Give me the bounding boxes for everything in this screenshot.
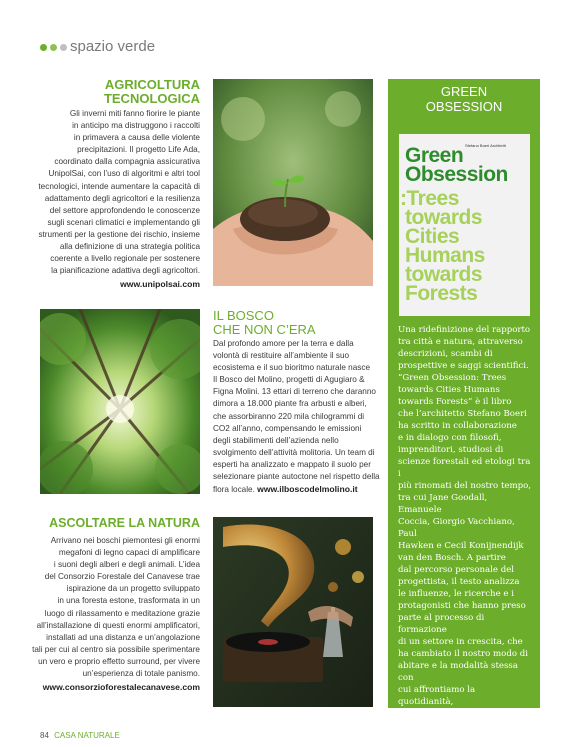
article1-line: Gli inverni miti fanno fiorire le piante (69, 109, 200, 118)
sidebar-line: towards Forests” è il libro (398, 397, 512, 407)
article3-line: i suoni degli alberi e degli animali. L’idea (53, 560, 200, 570)
hands-soil-illustration (213, 79, 373, 286)
article2-title-line1: IL BOSCO (213, 308, 274, 323)
article2-link[interactable]: www.ilboscodelmolino.it (257, 484, 358, 495)
sidebar-title-line2: OBSESSION (425, 99, 503, 114)
article2-line: degli stabilimenti dell’azienda nello (213, 435, 339, 445)
book-cover-author: Stefano Boeri Architetti (465, 143, 506, 148)
sidebar-line: van den Bosch. A partire (398, 553, 506, 563)
article3-line: in una foresta estone, trasformata in un (57, 596, 200, 606)
article1-line: UnipolSai, con l’uso di algoritmi e altri tool (48, 169, 200, 179)
book-title-line: Forests (405, 282, 478, 305)
article2-line: Figna Molini. 13 ettari di terreno che daranno (213, 387, 376, 397)
sidebar-title-line1: GREEN (440, 84, 488, 99)
article1-line: precipitazioni. Il progetto Life Ada, (77, 145, 200, 155)
section-dots (40, 44, 67, 51)
sidebar-line: descrizioni, scambi di (398, 349, 493, 359)
article1-line: tecnologici, intende aumentare la capacità di (38, 181, 200, 191)
sidebar-line: di un settore in crescita, che (398, 637, 523, 647)
sidebar-title (388, 84, 540, 114)
sidebar-line: prospettive e saggi scientifici. (398, 361, 529, 371)
article1-link[interactable]: www.unipolsai.com (120, 279, 200, 290)
article2-title-line2: CHE NON C’ERA (213, 321, 316, 337)
sidebar-line: towards Cities Humans (398, 385, 500, 395)
forest-canopy-photo (40, 309, 200, 494)
section-title: spazio verde (70, 38, 156, 55)
sidebar-line: Coccia, Giorgio Vacchiano, Paul (398, 517, 515, 539)
sidebar-line: “Green Obsession: Trees (398, 373, 507, 383)
book-title-line: Humans (405, 244, 485, 267)
book-title-line: Green (405, 144, 464, 167)
article2-line: Il Bosco del Molino, progetti di Agugiaro & (213, 375, 365, 385)
sidebar-line: tra cui Jane Goodall, Emanuele (398, 493, 488, 515)
article2-body (213, 338, 388, 496)
book-title-line: Obsession (405, 163, 508, 186)
dot-2 (50, 44, 57, 51)
sidebar-link[interactable]: www.stefanoboeriarchitetti.net (398, 736, 548, 746)
sidebar-line: Una ridefinizione del rapporto (398, 325, 531, 335)
sidebar-line: imprenditori, studiosi di (398, 445, 504, 455)
book-title-line: towards (405, 263, 483, 286)
sidebar-line: che l’architetto Stefano Boeri (398, 409, 527, 419)
dot-1 (40, 44, 47, 51)
sidebar-line: dal percorso personale del (398, 565, 515, 575)
sidebar-line: nella tutela del mondo e della (398, 709, 528, 719)
sidebar-line: progettista, il testo analizza (398, 577, 520, 587)
article1-line: alla definizione di una strategia politica (59, 242, 200, 252)
sidebar-line: Hawken e Cecil Konijnendijk (398, 541, 524, 551)
article2-line: selezionare piante autoctone nel rispetto della (213, 472, 380, 482)
article3-line: luogo di rilassamento e meditazione grazie (44, 608, 200, 618)
sidebar-line: sua biodiversità. (398, 721, 470, 731)
book-title-line: :Trees (400, 187, 459, 210)
article2-line: ecosistema e il suo bioritmo naturale nasce (213, 363, 371, 373)
sidebar-line: tra città e natura, attraverso (398, 337, 523, 347)
article3-line: megafoni di legno capaci di amplificare (58, 548, 200, 558)
article1-line: strumenti per la gestione dei rischio, insieme (38, 229, 200, 239)
article3-body (10, 535, 200, 693)
article1-line: in anticipo ma distruggono i raccolti (72, 121, 200, 131)
article1-line: in primavera a causa delle violente (73, 133, 200, 143)
gramophone-photo (213, 517, 373, 707)
article2-last-line-text: flora locale. (213, 485, 255, 495)
article3-line: del Consorzio Forestale del Canavese trae (44, 572, 200, 582)
article1-line: coordinato dalla compagnia assicurativa (54, 157, 200, 167)
article3-title: ASCOLTARE LA NATURA (49, 516, 200, 530)
article1-line: la pianificazione adattiva degli agricoltori. (51, 266, 200, 276)
book-title-line: towards (405, 206, 483, 229)
sidebar-line: e in dialogo con filosofi, (398, 433, 502, 443)
sidebar-line: parte al processo di formazione (398, 613, 485, 635)
page-number: 84 (40, 731, 49, 740)
article1-line: del settore approfondendo le conoscenze (49, 205, 200, 215)
sidebar-line: scienze forestali ed etologi tra i (398, 457, 531, 479)
article1-line: coerente a livello regionale per sostenere (50, 254, 200, 264)
article2-line: dimora a 18.000 piante fra arbusti e alberi, (213, 399, 367, 409)
article1-title-line1: AGRICOLTURA (104, 77, 200, 92)
article2-last-line (213, 483, 388, 496)
article2-line: CO2 all’anno, compensando le emissioni (213, 423, 362, 433)
sidebar-body (398, 324, 548, 747)
forest-canopy-illustration (40, 309, 200, 494)
article3-line: tali per cui al centro sia possibile sperimentare (32, 644, 200, 654)
sidebar-line: le influenze, le ricerche e i (398, 589, 514, 599)
article1-line: sugli scenari climatici e implementando gli (47, 217, 200, 227)
gramophone-illustration (213, 517, 373, 707)
article2-title (213, 309, 373, 336)
hands-soil-photo (213, 79, 373, 286)
article3-line: un vero e proprio effetto surround, per vivere (38, 656, 200, 666)
sidebar-line: più rinomati del nostro tempo, (398, 481, 532, 491)
sidebar-line: ha scritto in collaborazione (398, 421, 517, 431)
sidebar-line: abitare e la modalità stessa con (398, 661, 518, 683)
article2-line: Dal profondo amore per la terra e dalla (213, 339, 354, 348)
article2-line: volontà di restituire all’ambiente il suo (213, 351, 350, 361)
article1-line: adattamento degli agricoltori e la resilienza (44, 193, 200, 203)
sidebar-line: ha cambiato il nostro modo di (398, 649, 529, 659)
book-cover (399, 134, 530, 316)
article3-line: all’installazione di questi enormi amplificatori, (36, 620, 200, 630)
article3-line: un’esperienza di totale panismo. (82, 669, 200, 679)
article1-title (60, 78, 200, 105)
article2-line: che assorbiranno 220 mila chilogrammi di (213, 411, 365, 421)
book-title-line: Cities (405, 225, 460, 248)
magazine-name: CASA NATURALE (54, 731, 120, 740)
article3-line: ispirazione da un progetto sviluppato (66, 584, 200, 594)
article3-line: Arrivano nei boschi piemontesi gli enormi (50, 536, 200, 545)
page-footer (40, 731, 120, 740)
article2-line: svolgimento dell’attività molitoria. Un team di (213, 447, 375, 457)
article3-link[interactable]: www.consorzioforestalecanavese.com (42, 682, 200, 693)
article1-body (20, 108, 200, 290)
dot-3 (60, 44, 67, 51)
article2-line: esperti ha analizzato e mappato il suolo per (213, 459, 371, 469)
sidebar-line: protagonisti che hanno preso (398, 601, 526, 611)
article3-line: installati ad una distanza e un’angolazione (46, 632, 200, 642)
sidebar-line: cui affrontiamo la quotidianità, (398, 685, 476, 707)
article1-title-line2: TECNOLOGICA (103, 90, 200, 106)
